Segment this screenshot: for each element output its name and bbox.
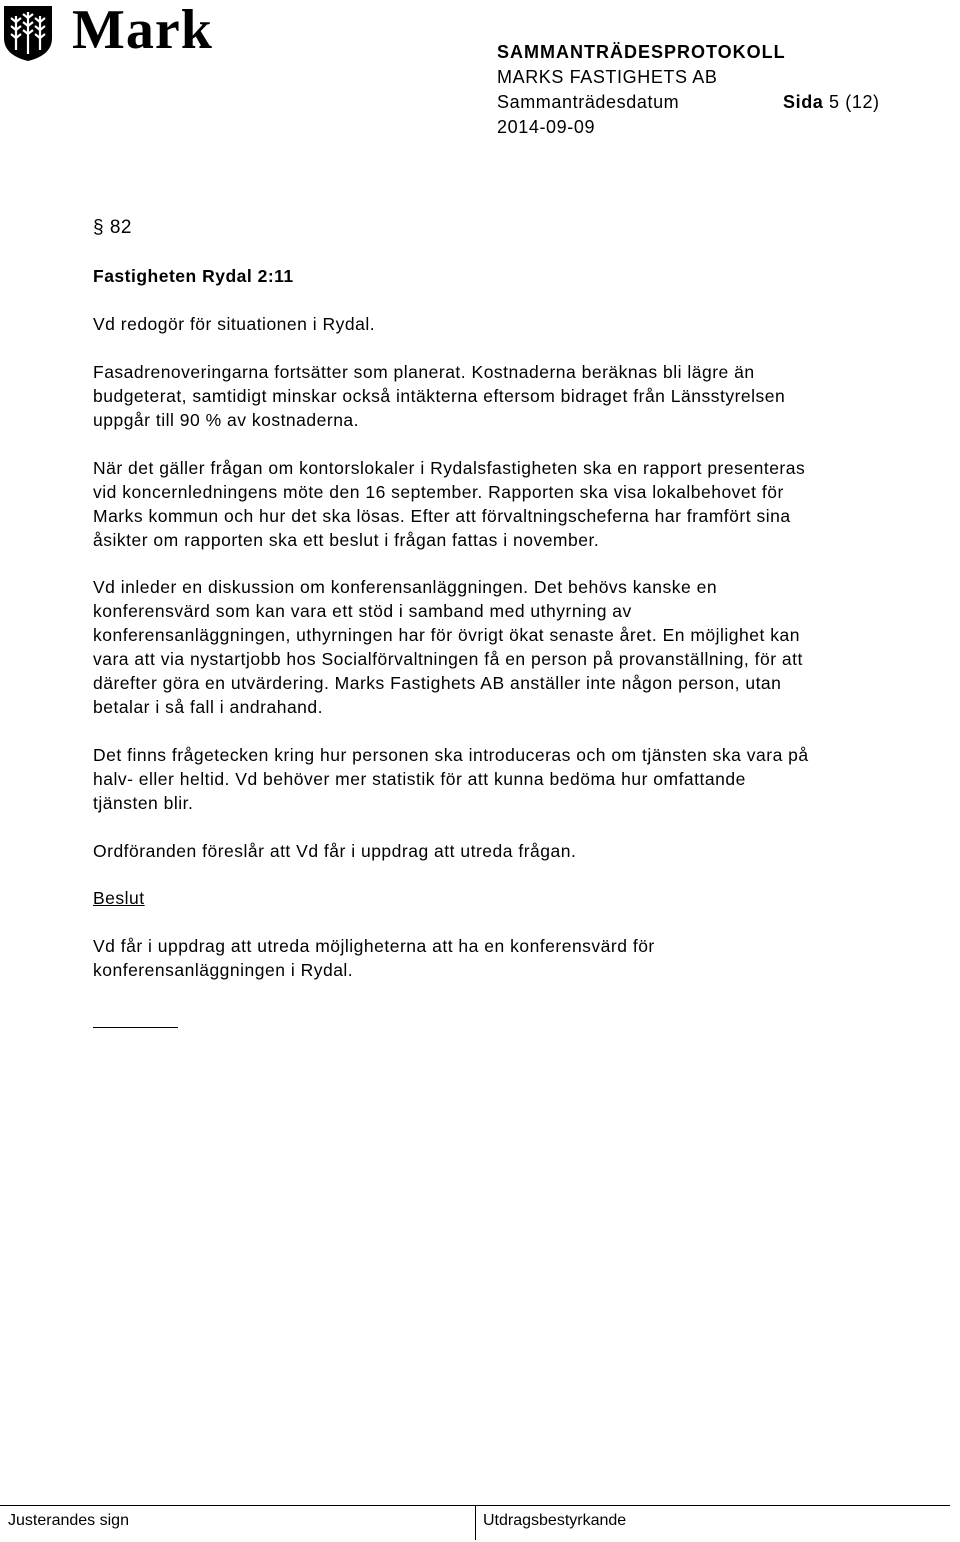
page-indicator <box>783 90 880 115</box>
section-heading: Fastigheten Rydal 2:11 <box>93 266 294 286</box>
page-value: 5 (12) <box>829 92 880 112</box>
paragraph-line: Det finns frågetecken kring hur personen ska introduceras och om tjänsten ska vara på <box>93 745 809 765</box>
decision-heading: Beslut <box>93 888 145 908</box>
paragraph-line: budgeterat, samtidigt minskar också intäkterna eftersom bidraget från Länsstyrelsen <box>93 386 786 406</box>
logo <box>2 2 242 64</box>
meeting-date: 2014-09-09 <box>497 117 596 137</box>
date-label: Sammanträdesdatum <box>497 92 680 112</box>
paragraph-line: konferensvärd som kan vara ett stöd i samband med uthyrning av <box>93 601 632 621</box>
page-label: Sida <box>783 92 824 112</box>
section-number-value: 82 <box>109 217 132 238</box>
paragraph-line: uppgår till 90 % av kostnaderna. <box>93 410 360 430</box>
paragraph-line: betalar i så fall i andrahand. <box>93 697 323 717</box>
paragraph-line: vid koncernledningens möte den 16 september. Rapporten ska visa lokalbehovet för <box>93 482 784 502</box>
paragraph-line: Vd inleder en diskussion om konferensanläggningen. Det behövs kanske en <box>93 577 718 597</box>
paragraph-line: Vd redogör för situationen i Rydal. <box>93 314 376 334</box>
paragraph-line: därefter göra en utvärdering. Marks Fastighets AB anställer inte någon person, utan <box>93 673 782 693</box>
decision-line: konferensanläggningen i Rydal. <box>93 960 354 980</box>
date-page-row <box>497 90 880 115</box>
paragraph-line: konferensanläggningen, uthyrningen har för övrigt ökat senaste året. En möjlighet kan <box>93 625 800 645</box>
paragraph-line: halv- eller heltid. Vd behöver mer statistik för att kunna bedöma hur omfattande <box>93 769 746 789</box>
document-header <box>497 40 880 140</box>
paragraph-line: Marks kommun och hur det ska lösas. Efter att förvaltningscheferna har framfört sina <box>93 506 791 526</box>
paragraph-line: Fasadrenoveringarna fortsätter som planerat. Kostnaderna beräknas bli lägre än <box>93 362 755 382</box>
paragraph-line: åsikter om rapporten ska ett beslut i frågan fattas i november. <box>93 530 600 550</box>
footer-signature-label: Justerandes sign <box>8 1512 129 1529</box>
footer-certification-label: Utdragsbestyrkande <box>483 1512 627 1529</box>
section-end-rule <box>93 1027 178 1028</box>
municipal-crest-icon <box>2 4 54 62</box>
paragraph-line: tjänsten blir. <box>93 793 194 813</box>
paragraph-line: När det gäller frågan om kontorslokaler i Rydalsfastigheten ska en rapport presenteras <box>93 458 806 478</box>
paragraph-line: vara att via nystartjobb hos Socialförvaltningen få en person på provanställning, för att <box>93 649 803 669</box>
logo-wordmark: Mark <box>72 0 213 61</box>
paragraph-line: Ordföranden föreslår att Vd får i uppdrag att utreda frågan. <box>93 841 577 861</box>
section-symbol: § <box>93 217 105 238</box>
decision-line: Vd får i uppdrag att utreda möjligheterna att ha en konferensvärd för <box>93 936 655 956</box>
section-number <box>93 215 132 241</box>
footer-divider <box>475 1505 476 1540</box>
organization-name: MARKS FASTIGHETS AB <box>497 67 718 87</box>
protocol-title: SAMMANTRÄDESPROTOKOLL <box>497 42 786 62</box>
